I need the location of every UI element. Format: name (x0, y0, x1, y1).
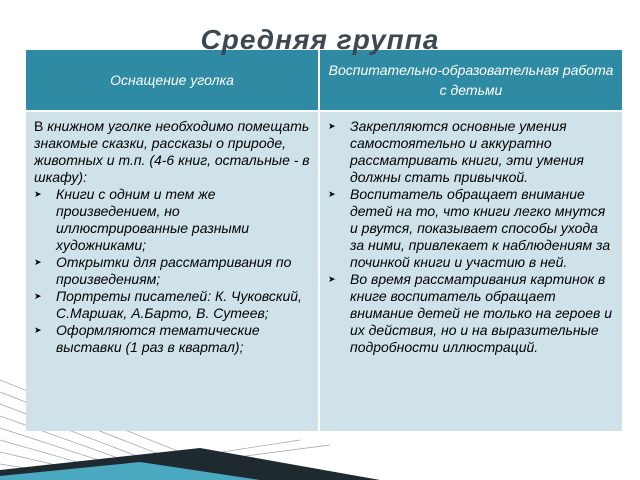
header-equipment: Оснащение уголка (26, 50, 319, 111)
arrow-bullet-icon: ➤ (34, 291, 42, 301)
table-row (26, 111, 622, 431)
equipment-cell (26, 111, 319, 431)
list-item: ➤ Закрепляются основные умения самостоятельно и аккуратно рассматривать книги, эти умения должны стать привычкой. (328, 118, 584, 185)
header-educational-work: Воспитательно-образовательная работа с детьми (319, 50, 622, 111)
arrow-bullet-icon: ➤ (34, 325, 42, 335)
list-item: ➤ Во время рассматривания картинок в книге воспитатель обращает внимание детей не только на героев и их действия, но и на выразительные подробности иллюстраций. (328, 271, 613, 355)
table-header-row (26, 50, 622, 111)
intro-text: книжном уголке необходимо помещать знакомые сказки, рассказы о природе, животных и т.п. (4-6 книг, остальные - в шкафу): (34, 118, 310, 185)
list-item: ➤ Оформляются тематические выставки (1 раз в квартал); (34, 322, 260, 355)
educational-work-cell (319, 111, 622, 431)
arrow-bullet-icon: ➤ (34, 189, 42, 199)
content-table (26, 50, 622, 431)
slide-title: Средняя группа (200, 24, 440, 55)
arrow-bullet-icon: ➤ (328, 121, 336, 131)
equipment-list (34, 186, 310, 356)
equipment-intro (34, 118, 310, 186)
intro-first-letter: В (34, 118, 44, 134)
list-item: ➤ Портреты писателей: К. Чуковский, С.Маршак, А.Барто, В. Сутеев; (34, 288, 302, 321)
list-item: ➤ Книги с одним и тем же произведением, но иллюстрированные разными художниками; (34, 186, 250, 253)
arrow-bullet-icon: ➤ (328, 189, 336, 199)
educational-work-list (328, 118, 614, 356)
arrow-bullet-icon: ➤ (328, 274, 336, 284)
list-item: ➤ Воспитатель обращает внимание детей на то, что книги легко мнутся и рвутся, показывает способы ухода за ними, привлекает к наблюдениям за починкой книги и участию в ней. (328, 186, 611, 270)
arrow-bullet-icon: ➤ (34, 257, 42, 267)
list-item: ➤ Открытки для рассматривания по произведениям; (34, 254, 292, 287)
